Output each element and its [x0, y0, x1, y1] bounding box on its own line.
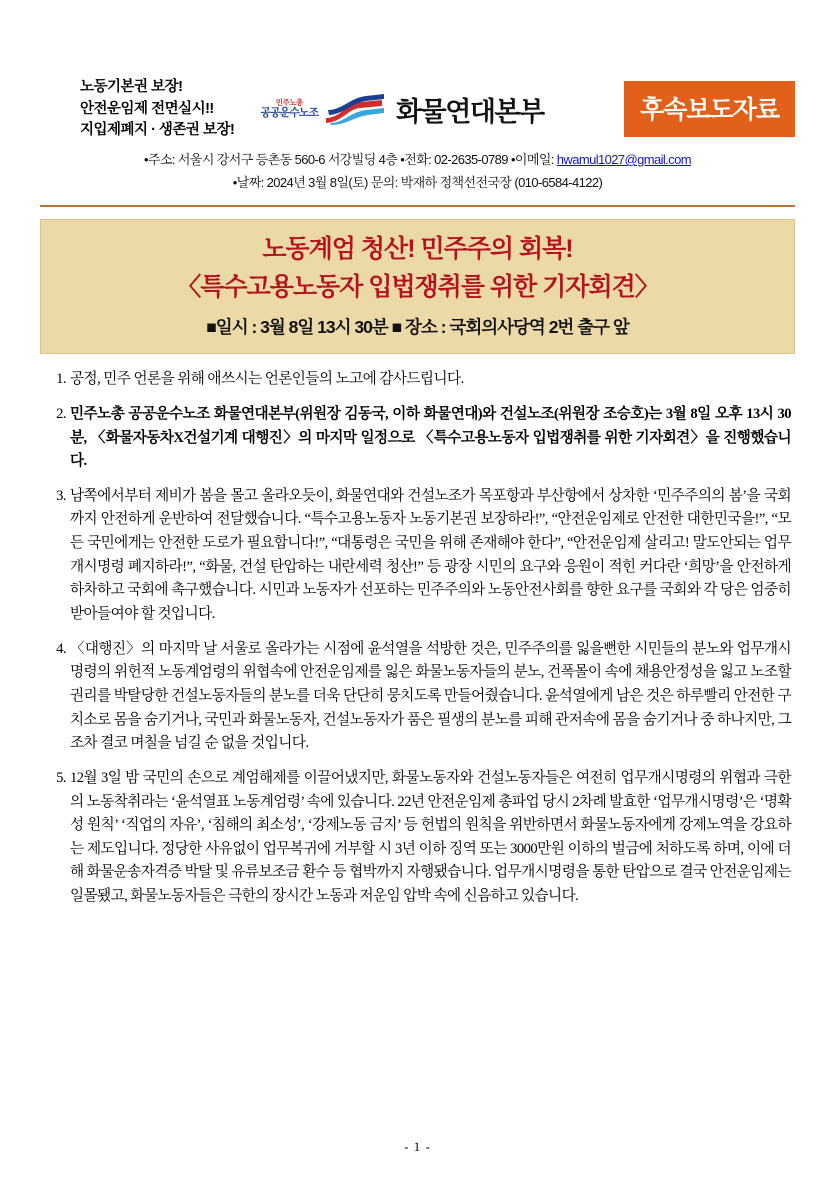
list-item [44, 368, 791, 392]
banner-event-details: ■일시 : 3월 8일 13시 30분 ■ 장소 : 국회의사당역 2번 출구 앞 [206, 317, 629, 338]
list-item-text: 공정, 민주 언론을 위해 애쓰시는 언론인들의 노고에 감사드립니다. [70, 371, 464, 388]
list-item-number: 1. [56, 371, 66, 388]
contact-line-1-text: •주소: 서울시 강서구 등촌동 560-6 서강빌딩 4층 •전화: 02-2635-0789 •이메일: [144, 152, 557, 167]
list-item-text: 12월 3일 밤 국민의 손으로 계엄해제를 이끌어냈지만, 화물노동자와 건설노동자들은 여전히 업무개시명령의 위협과 극한의 노동착취라는 ‘윤석열표 노동계엄령’ 속에 있습니다. 22년 안전운임제 총파업 당시 2차례 발효한 ‘업무개시명령’은 ‘명확성 원칙’ ‘직업의 자유’, ‘침해의 최소성’, ‘강제노동 금지’ 등 헌법의 원칙을 위반하면서 화물노동자에게 강제노역을 강요하는 제도입니다. 정당한 사유없이 업무복귀에 거부할 시 3년 이하 징역 또는 3000만원 이하의 벌금에 처하도록 하며, 이에 더해 화물운송자격증 박탈 및 유류보조금 환수 등 협박까지 자행됐습니다. 업무개시명령을 통한 탄압으로 결국 안전운임제는 일몰됐고, 화물노동자들은 극한의 장시간 노동과 저운임 압박 속에 신음하고 있습니다. [70, 769, 791, 905]
contact-info [0, 148, 835, 195]
list-item [44, 403, 791, 474]
contact-line-1 [0, 148, 835, 171]
press-release-body [44, 368, 791, 908]
list-item-text: 민주노총 공공운수노조 화물연대본부(위원장 김동국, 이하 화물연대)와 건설노조(위원장 조승호)는 3월 8일 오후 13시 30분, 〈화물자동차X건설기계 대행진〉의 마지막 일정으로 〈특수고용노동자 입법쟁취를 위한 기자회견〉을 진행했습니다. [70, 405, 791, 470]
union-mark-bottom-label: 공공운수노조 [260, 107, 319, 120]
title-banner [40, 219, 795, 355]
list-item-number: 3. [56, 487, 66, 504]
slogan-line-1: 노동기본권 보장! [80, 79, 183, 96]
slogan-line-3: 지입제폐지 · 생존권 보장! [80, 121, 235, 138]
brand-title: 화물연대본부 [396, 96, 544, 127]
slogan-line-2: 안전운임제 전면실시!! [80, 100, 214, 117]
status-badge: 후속보도자료 [624, 81, 795, 137]
slogan-block [80, 77, 234, 140]
contact-line-2: •날짜: 2024년 3월 8일(토) 문의: 박재하 정책선전국장 (010-6584-4122) [232, 175, 603, 191]
list-item [44, 638, 791, 756]
list-item [44, 485, 791, 627]
union-mark-top-label: 민주노총 [275, 97, 303, 107]
list-item-number: 4. [56, 640, 66, 657]
union-mark-text [260, 99, 318, 119]
header-divider [40, 205, 795, 207]
document-header [0, 0, 835, 140]
list-item-text: 남쪽에서부터 제비가 봄을 몰고 올라오듯이, 화물연대와 건설노조가 목포항과 부산항에서 상차한 ‘민주주의의 봄’을 국회까지 안전하게 운반하여 전달했습니다. “특수고용노동자 노동기본권 보장하라!”, “안전운임제로 안전한 대한민국을!”, “모든 국민에게는 안전한 도로가 필요합니다!”, “대통령은 국민을 위해 존재해야 한다”, “안전운임제 살리고! 말도안되는 업무개시명령 폐지하라!”, “화물, 건설 탄압하는 내란세력 청산!” 등 광장 시민의 요구와 응원이 적힌 커다란 ‘희망’을 안전하게 하차하고 국회에 촉구했습니다. 시민과 노동자가 선포하는 민주주의와 노동안전사회를 향한 요구를 국회와 각 당은 엄중히 받아들여야 할 것입니다. [70, 487, 791, 623]
list-item-number: 2. [56, 405, 66, 422]
list-item [44, 767, 791, 909]
banner-title-primary: 노동계엄 청산! 민주주의 회복! [262, 234, 573, 263]
list-item-text: 〈대행진〉의 마지막 날 서울로 올라가는 시점에 윤석열을 석방한 것은, 민주주의를 잃을뻔한 시민들의 분노와 업무개시명령의 위헌적 노동계엄령의 위협속에 안전운임제를 잃은 화물노동자들의 분노, 건폭몰이 속에 채용안정성을 잃고 노조할 권리를 박탈당한 건설노동자들의 분노를 더욱 단단히 뭉치도록 만들어줬습니다. 윤석열에게 남은 것은 하루빨리 안전한 구치소로 몸을 숨기거나, 국민과 화물노동자, 건설노동자가 품은 필생의 분노를 피해 관저속에 몸을 숨기거나 중 하나지만, 그 조차 결코 며칠을 넘길 순 없을 것입니다. [70, 640, 791, 752]
banner-title-secondary: 〈특수고용노동자 입법쟁취를 위한 기자회견〉 [176, 272, 659, 301]
email-link[interactable]: hwamul1027@gmail.com [556, 152, 691, 167]
list-item-number: 5. [56, 769, 66, 786]
organization-logo [260, 90, 543, 129]
page-number: - 1 - [404, 1139, 431, 1154]
swoosh-icon [324, 92, 386, 126]
